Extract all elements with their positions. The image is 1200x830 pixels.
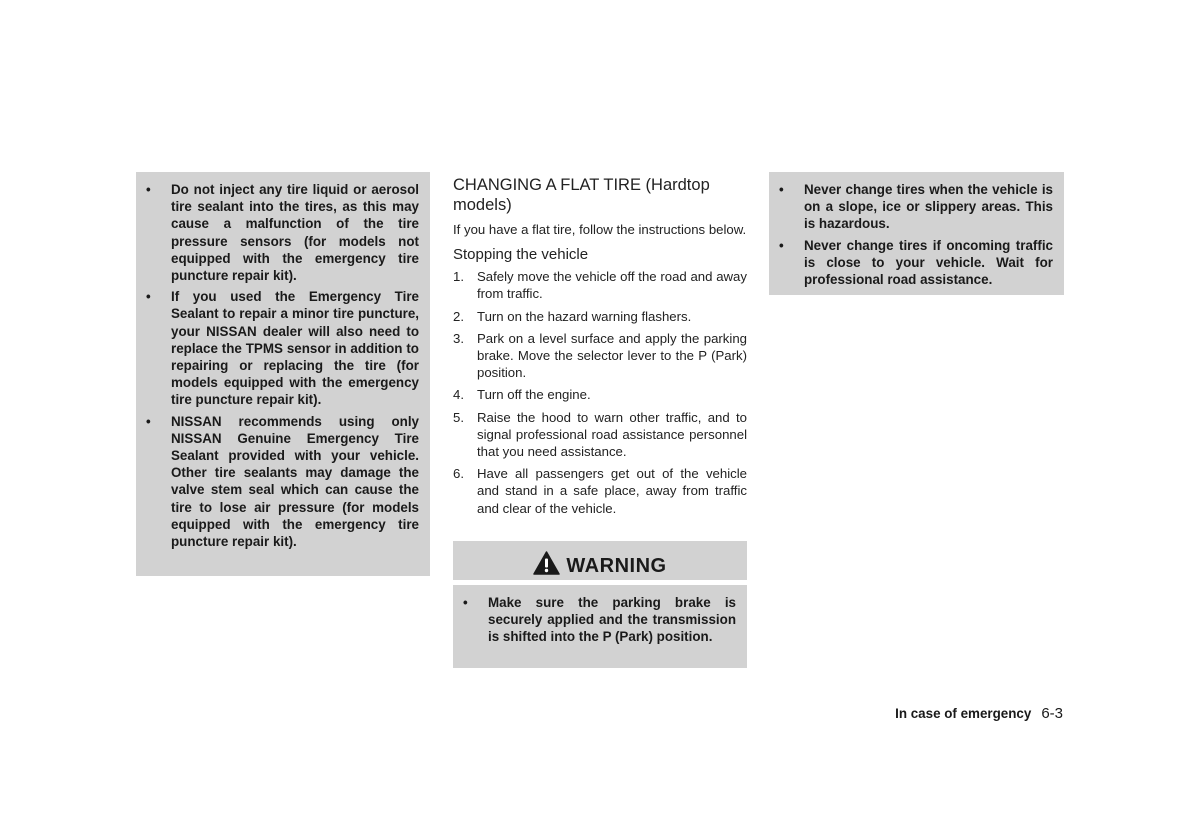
sub-heading: Stopping the vehicle — [453, 246, 589, 264]
caution-list — [136, 181, 419, 554]
step-text: Have all passengers get out of the vehicle and stand in a safe place, away from traffic and clear of the vehicle. — [477, 466, 747, 516]
intro-text: If you have a flat tire, follow the instructions below. — [453, 222, 747, 237]
footer-section-title: In case of emergency — [895, 706, 1032, 721]
step-text: Turn on the hazard warning flashers. — [477, 308, 692, 324]
step-number: 3. — [453, 330, 464, 346]
bullet-icon: • — [146, 413, 151, 429]
bullet-icon: • — [146, 289, 151, 305]
warning-triangle-icon — [533, 551, 560, 575]
list-item — [453, 465, 747, 517]
note-text: If you used the Emergency Tire Sealant to repair a minor tire puncture, your NISSAN dealer will also need to replace the TPMS sensor in addition to repairing or replacing the tire (for models equipped with the emergency tire puncture repair kit). — [171, 289, 419, 408]
list-item — [453, 594, 736, 646]
list-item — [769, 237, 1053, 289]
step-text: Turn off the engine. — [477, 387, 591, 403]
step-number: 4. — [453, 387, 464, 403]
bullet-icon: • — [146, 182, 151, 197]
step-number: 1. — [453, 269, 464, 285]
list-item — [453, 308, 747, 325]
note-text: Never change tires if oncoming traffic is close to your vehicle. Wait for professional road assistance. — [804, 237, 1053, 288]
step-text: Safely move the vehicle off the road and away from traffic. — [477, 269, 747, 302]
section-heading: CHANGING A FLAT TIRE (Hardtop models) — [453, 176, 710, 214]
step-text: Park on a level surface and apply the parking brake. Move the selector lever to the P (Park) position. — [477, 330, 747, 381]
list-item — [769, 181, 1053, 233]
list-item — [453, 330, 747, 382]
page-footer — [895, 705, 1063, 722]
step-text: Raise the hood to warn other traffic, and to signal professional road assistance personnel that you need assistance. — [477, 409, 747, 460]
step-number: 2. — [453, 308, 464, 324]
caution-notes-box — [136, 172, 430, 576]
flat-tire-section — [453, 175, 747, 522]
steps-list — [453, 268, 747, 517]
list-item — [136, 413, 419, 551]
bullet-icon: • — [779, 237, 784, 253]
warning-text: Make sure the parking brake is securely applied and the transmission is shifted into the P (Park) position. — [488, 595, 736, 645]
warning-list — [453, 594, 736, 650]
list-item — [453, 386, 747, 403]
caution-notes-box-right — [769, 172, 1064, 295]
bullet-icon: • — [779, 182, 784, 197]
warning-banner — [453, 541, 747, 580]
list-item — [136, 181, 419, 284]
page-number: 6-3 — [1041, 705, 1063, 722]
list-item — [453, 409, 747, 461]
caution-list — [769, 181, 1053, 292]
note-text: Never change tires when the vehicle is on a slope, ice or slippery areas. This is hazardous. — [804, 182, 1053, 232]
warning-title: WARNING — [566, 555, 667, 577]
warning-body — [453, 585, 747, 668]
step-number: 5. — [453, 409, 464, 425]
list-item — [453, 268, 747, 302]
note-text: NISSAN recommends using only NISSAN Genuine Emergency Tire Sealant provided with your vehicle. Other tire sealants may damage the valve stem seal which can cause the tire to lose air pressure (for models equipped with the emergency tire puncture repair kit). — [171, 413, 419, 550]
list-item — [136, 288, 419, 408]
bullet-icon: • — [463, 595, 468, 610]
note-text: Do not inject any tire liquid or aerosol tire sealant into the tires, as this may cause a malfunction of the tire pressure sensors (for models not equipped with the emergency tire puncture repair kit). — [171, 182, 419, 284]
step-number: 6. — [453, 466, 464, 482]
